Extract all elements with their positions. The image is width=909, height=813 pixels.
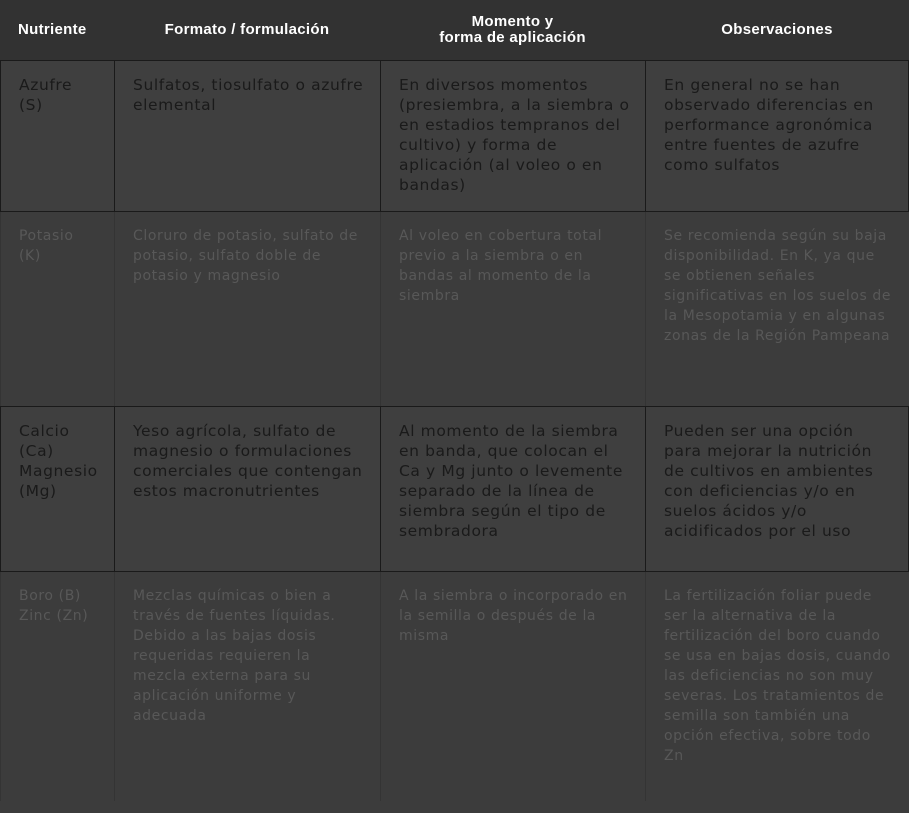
cell-observations: Se recomienda según su baja disponibilidad. En K, ya que se obtienen señales significativas en los suelos de la Mesopotamia y en algunas zonas de la Región Pampeana (645, 212, 909, 406)
cell-moment: Al voleo en cobertura total previo a la siembra o en bandas al momento de la siembra (380, 212, 645, 406)
header-moment-line2: forma de aplicación (439, 29, 586, 46)
cell-format: Yeso agrícola, sulfato de magnesio o formulaciones comerciales que contengan estos macronutrientes (114, 406, 380, 572)
cell-nutrient: Calcio (Ca) Magnesio (Mg) (0, 406, 114, 572)
cell-nutrient: Boro (B) Zinc (Zn) (0, 572, 114, 801)
cell-format: Mezclas químicas o bien a través de fuentes líquidas. Debido a las bajas dosis requeridas requieren la mezcla externa para su aplicación uniforme y adecuada (114, 572, 380, 801)
header-row (0, 0, 909, 60)
cell-observations: Pueden ser una opción para mejorar la nutrición de cultivos en ambientes con deficiencias y/o en suelos ácidos y/o acidificados por el uso (645, 406, 909, 572)
cell-moment: En diversos momentos (presiembra, a la siembra o en estadios tempranos del cultivo) y forma de aplicación (al voleo o en bandas) (380, 60, 645, 212)
cell-format: Cloruro de potasio, sulfato de potasio, sulfato doble de potasio y magnesio (114, 212, 380, 406)
table-row (0, 572, 909, 801)
header-format: Formato / formulación (114, 0, 380, 60)
cell-observations: La fertilización foliar puede ser la alternativa de la fertilización del boro cuando se usa en bajas dosis, cuando las deficiencias no son muy severas. Los tratamientos de semilla son también una opción efectiva, sobre todo Zn (645, 572, 909, 801)
table-row (0, 406, 909, 572)
cell-moment: A la siembra o incorporado en la semilla o después de la misma (380, 572, 645, 801)
cell-moment: Al momento de la siembra en banda, que colocan el Ca y Mg junto o levemente separado de la línea de siembra según el tipo de sembradora (380, 406, 645, 572)
table-row (0, 60, 909, 212)
table-row (0, 212, 909, 406)
cell-format: Sulfatos, tiosulfato o azufre elemental (114, 60, 380, 212)
header-moment-line1: Momento y (471, 13, 554, 30)
cell-observations: En general no se han observado diferencias en performance agronómica entre fuentes de azufre como sulfatos (645, 60, 909, 212)
header-nutrient: Nutriente (0, 0, 114, 60)
cell-nutrient: Potasio (K) (0, 212, 114, 406)
header-moment (380, 0, 645, 60)
header-observations: Observaciones (645, 0, 909, 60)
cell-nutrient: Azufre (S) (0, 60, 114, 212)
